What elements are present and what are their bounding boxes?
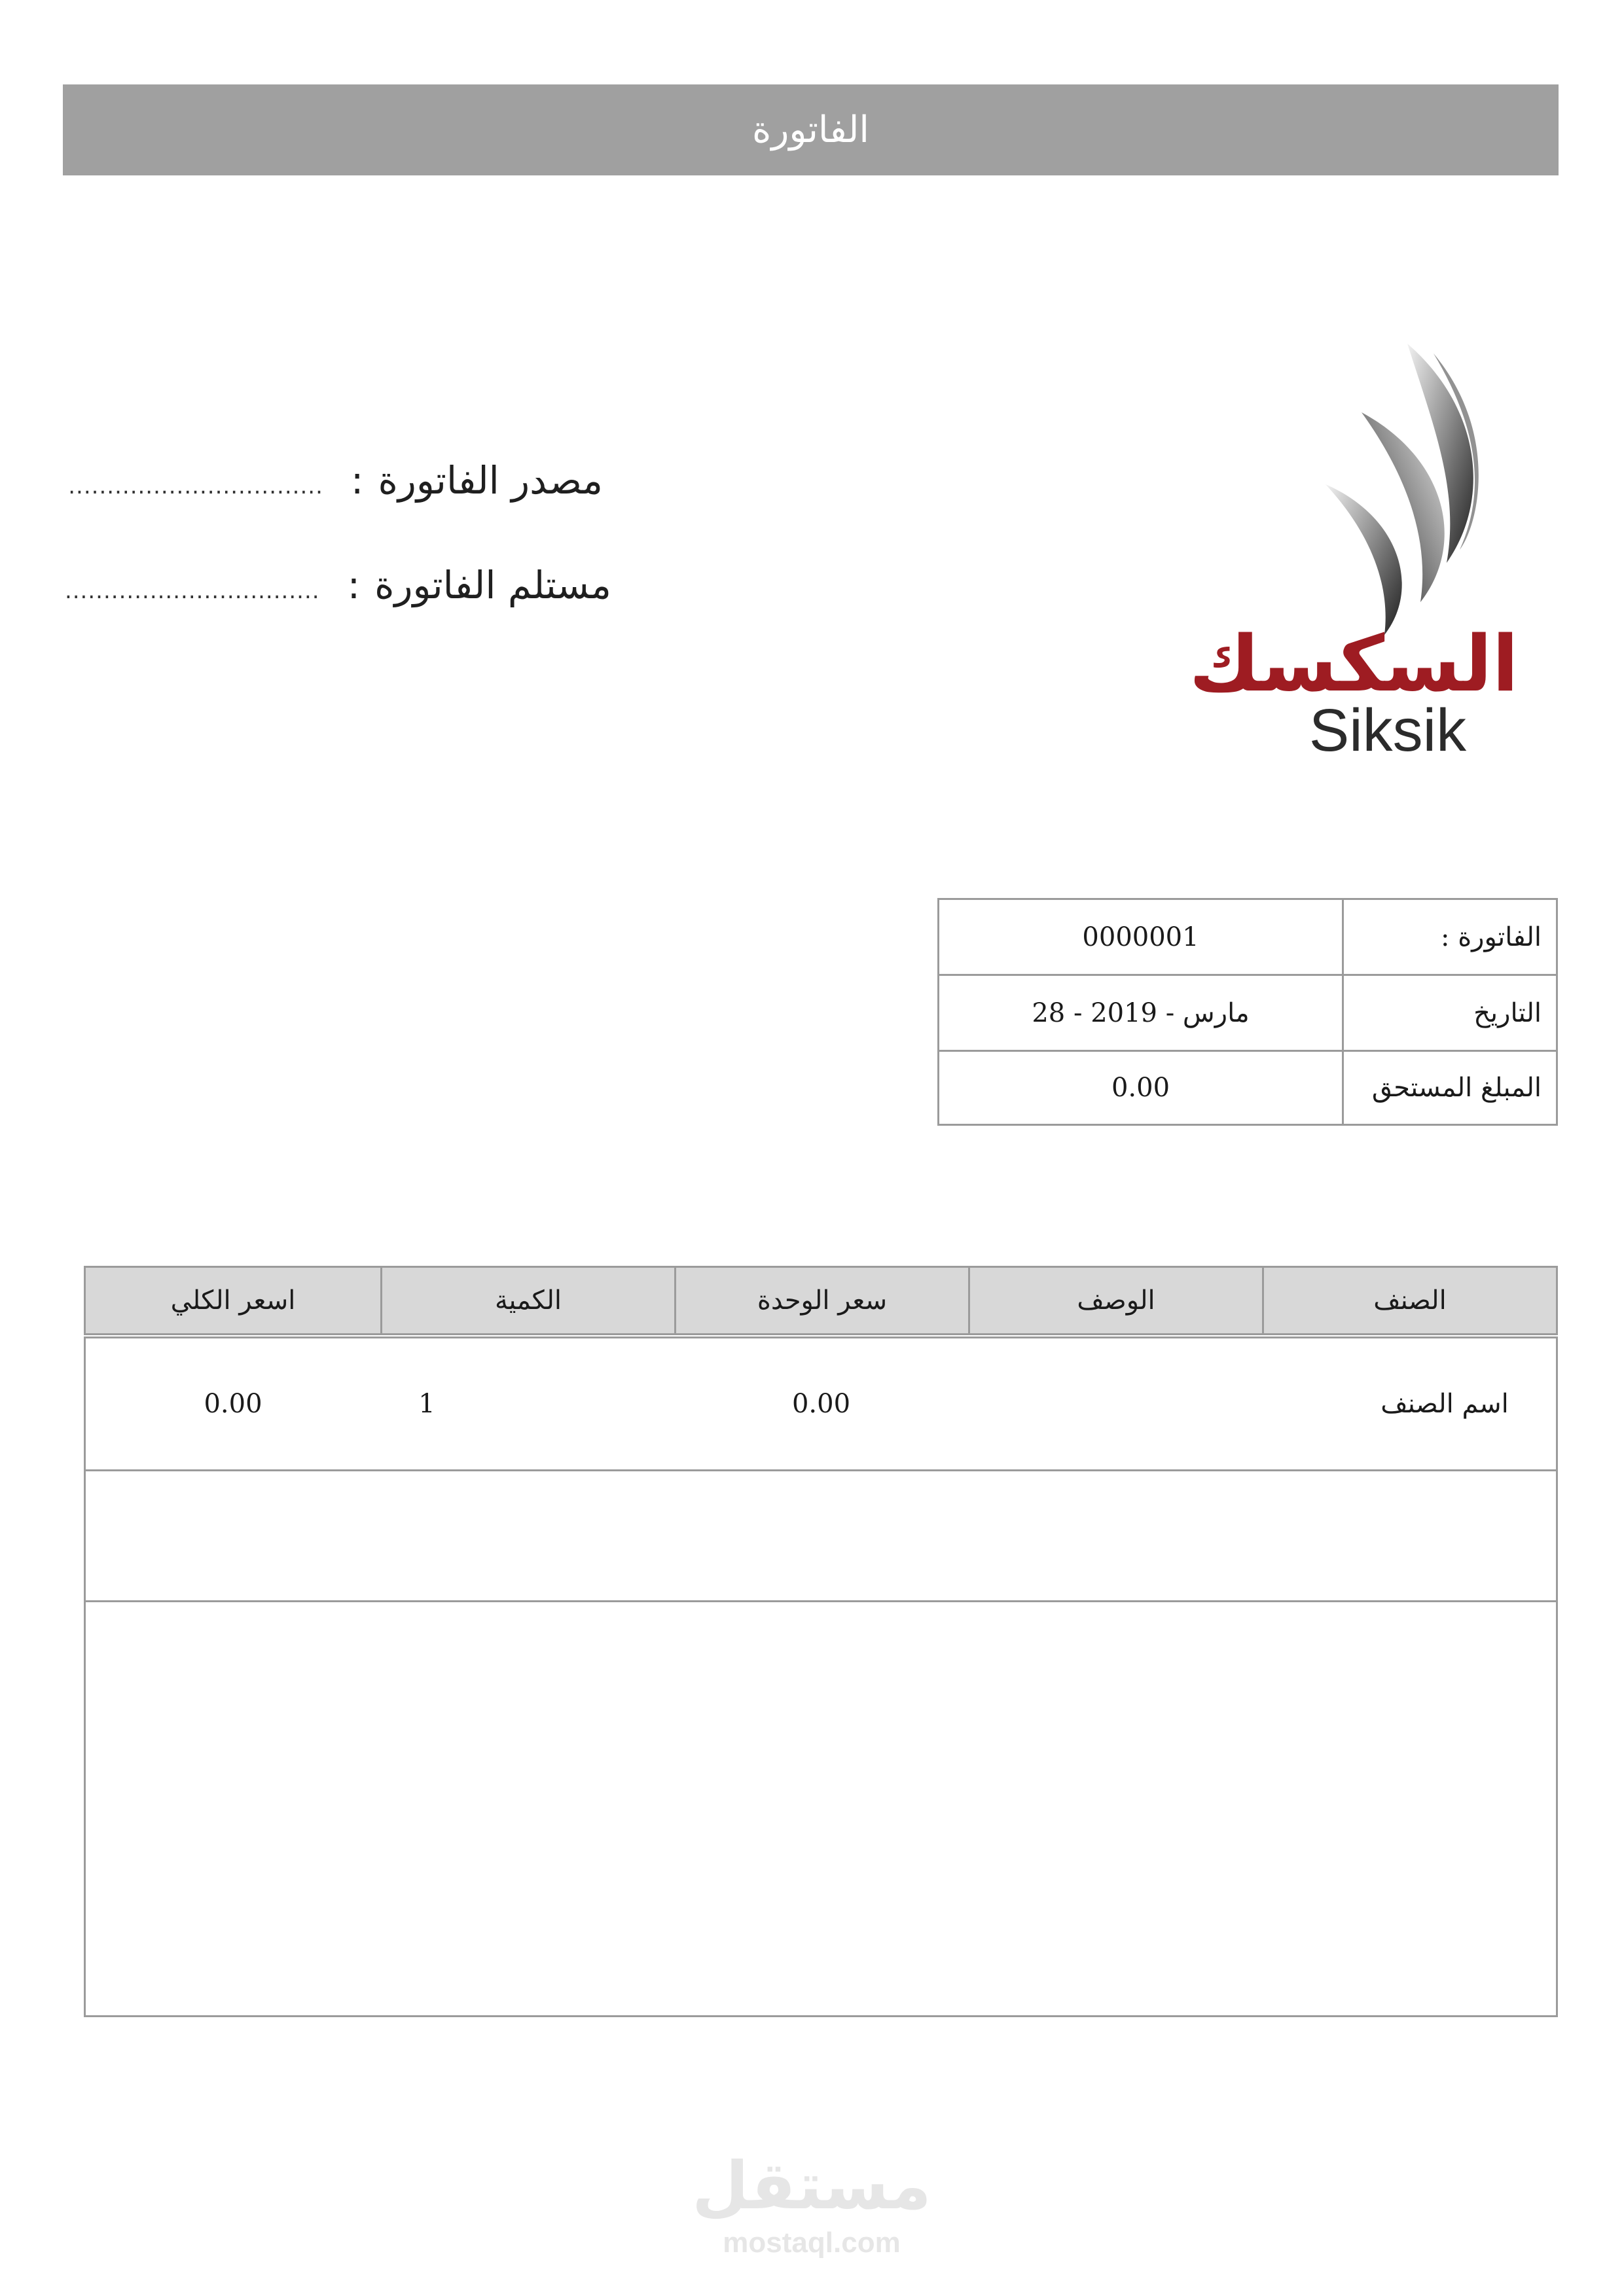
- invoice-title-bar: [63, 84, 1559, 175]
- info-row-date: [939, 976, 1556, 1052]
- invoice-info-table: [937, 898, 1558, 1126]
- page-title: الفاتورة: [752, 109, 869, 151]
- table-row[interactable]: [86, 1338, 1556, 1469]
- invoice-source-field[interactable]: .................................: [68, 473, 323, 499]
- column-header-description: الوصف: [968, 1268, 1262, 1333]
- row-divider: [86, 1469, 1556, 1471]
- watermark-arabic: مستقل: [692, 2147, 931, 2224]
- column-header-unit-price: سعر الوحدة: [674, 1268, 968, 1333]
- logo-arabic-name: السكسك: [1189, 619, 1519, 709]
- info-row-invoice-number: [939, 900, 1556, 976]
- cell-description[interactable]: [968, 1338, 1262, 1469]
- invoice-recipient-field[interactable]: .................................: [64, 578, 320, 604]
- column-header-total: اسعر الكلي: [170, 1285, 296, 1316]
- amount-due-value[interactable]: 0.00: [1111, 1073, 1170, 1103]
- row-divider: [86, 1600, 1556, 1602]
- invoice-source-colon: :: [350, 458, 364, 503]
- cell-total[interactable]: 0.00: [204, 1389, 262, 1419]
- date-label: التاريخ: [1342, 976, 1556, 1050]
- invoice-source-line: [68, 458, 603, 503]
- column-header-item: الصنف: [1262, 1268, 1556, 1333]
- cell-quantity[interactable]: 1: [418, 1389, 435, 1419]
- column-header-quantity: الكمية: [380, 1268, 674, 1333]
- invoice-number-label: الفاتورة :: [1342, 900, 1556, 974]
- invoice-recipient-colon: :: [347, 563, 361, 607]
- invoice-source-label: مصدر الفاتورة: [378, 458, 603, 503]
- date-value[interactable]: مارس - 2019 - 28: [1032, 997, 1250, 1028]
- invoice-recipient-label: مستلم الفاتورة: [374, 563, 611, 607]
- amount-due-label: المبلغ المستحق: [1342, 1052, 1556, 1124]
- watermark-url: mostaql.com: [723, 2227, 901, 2259]
- invoice-number-value[interactable]: 0000001: [1082, 922, 1199, 952]
- info-row-amount-due: [939, 1052, 1556, 1124]
- items-table-header: [84, 1266, 1558, 1335]
- cell-item-name[interactable]: اسم الصنف: [1380, 1389, 1509, 1419]
- items-table-body: [84, 1336, 1558, 2017]
- cell-unit-price[interactable]: 0.00: [791, 1389, 851, 1419]
- logo-english-name: Siksik: [1308, 697, 1467, 764]
- invoice-recipient-line: [65, 563, 611, 607]
